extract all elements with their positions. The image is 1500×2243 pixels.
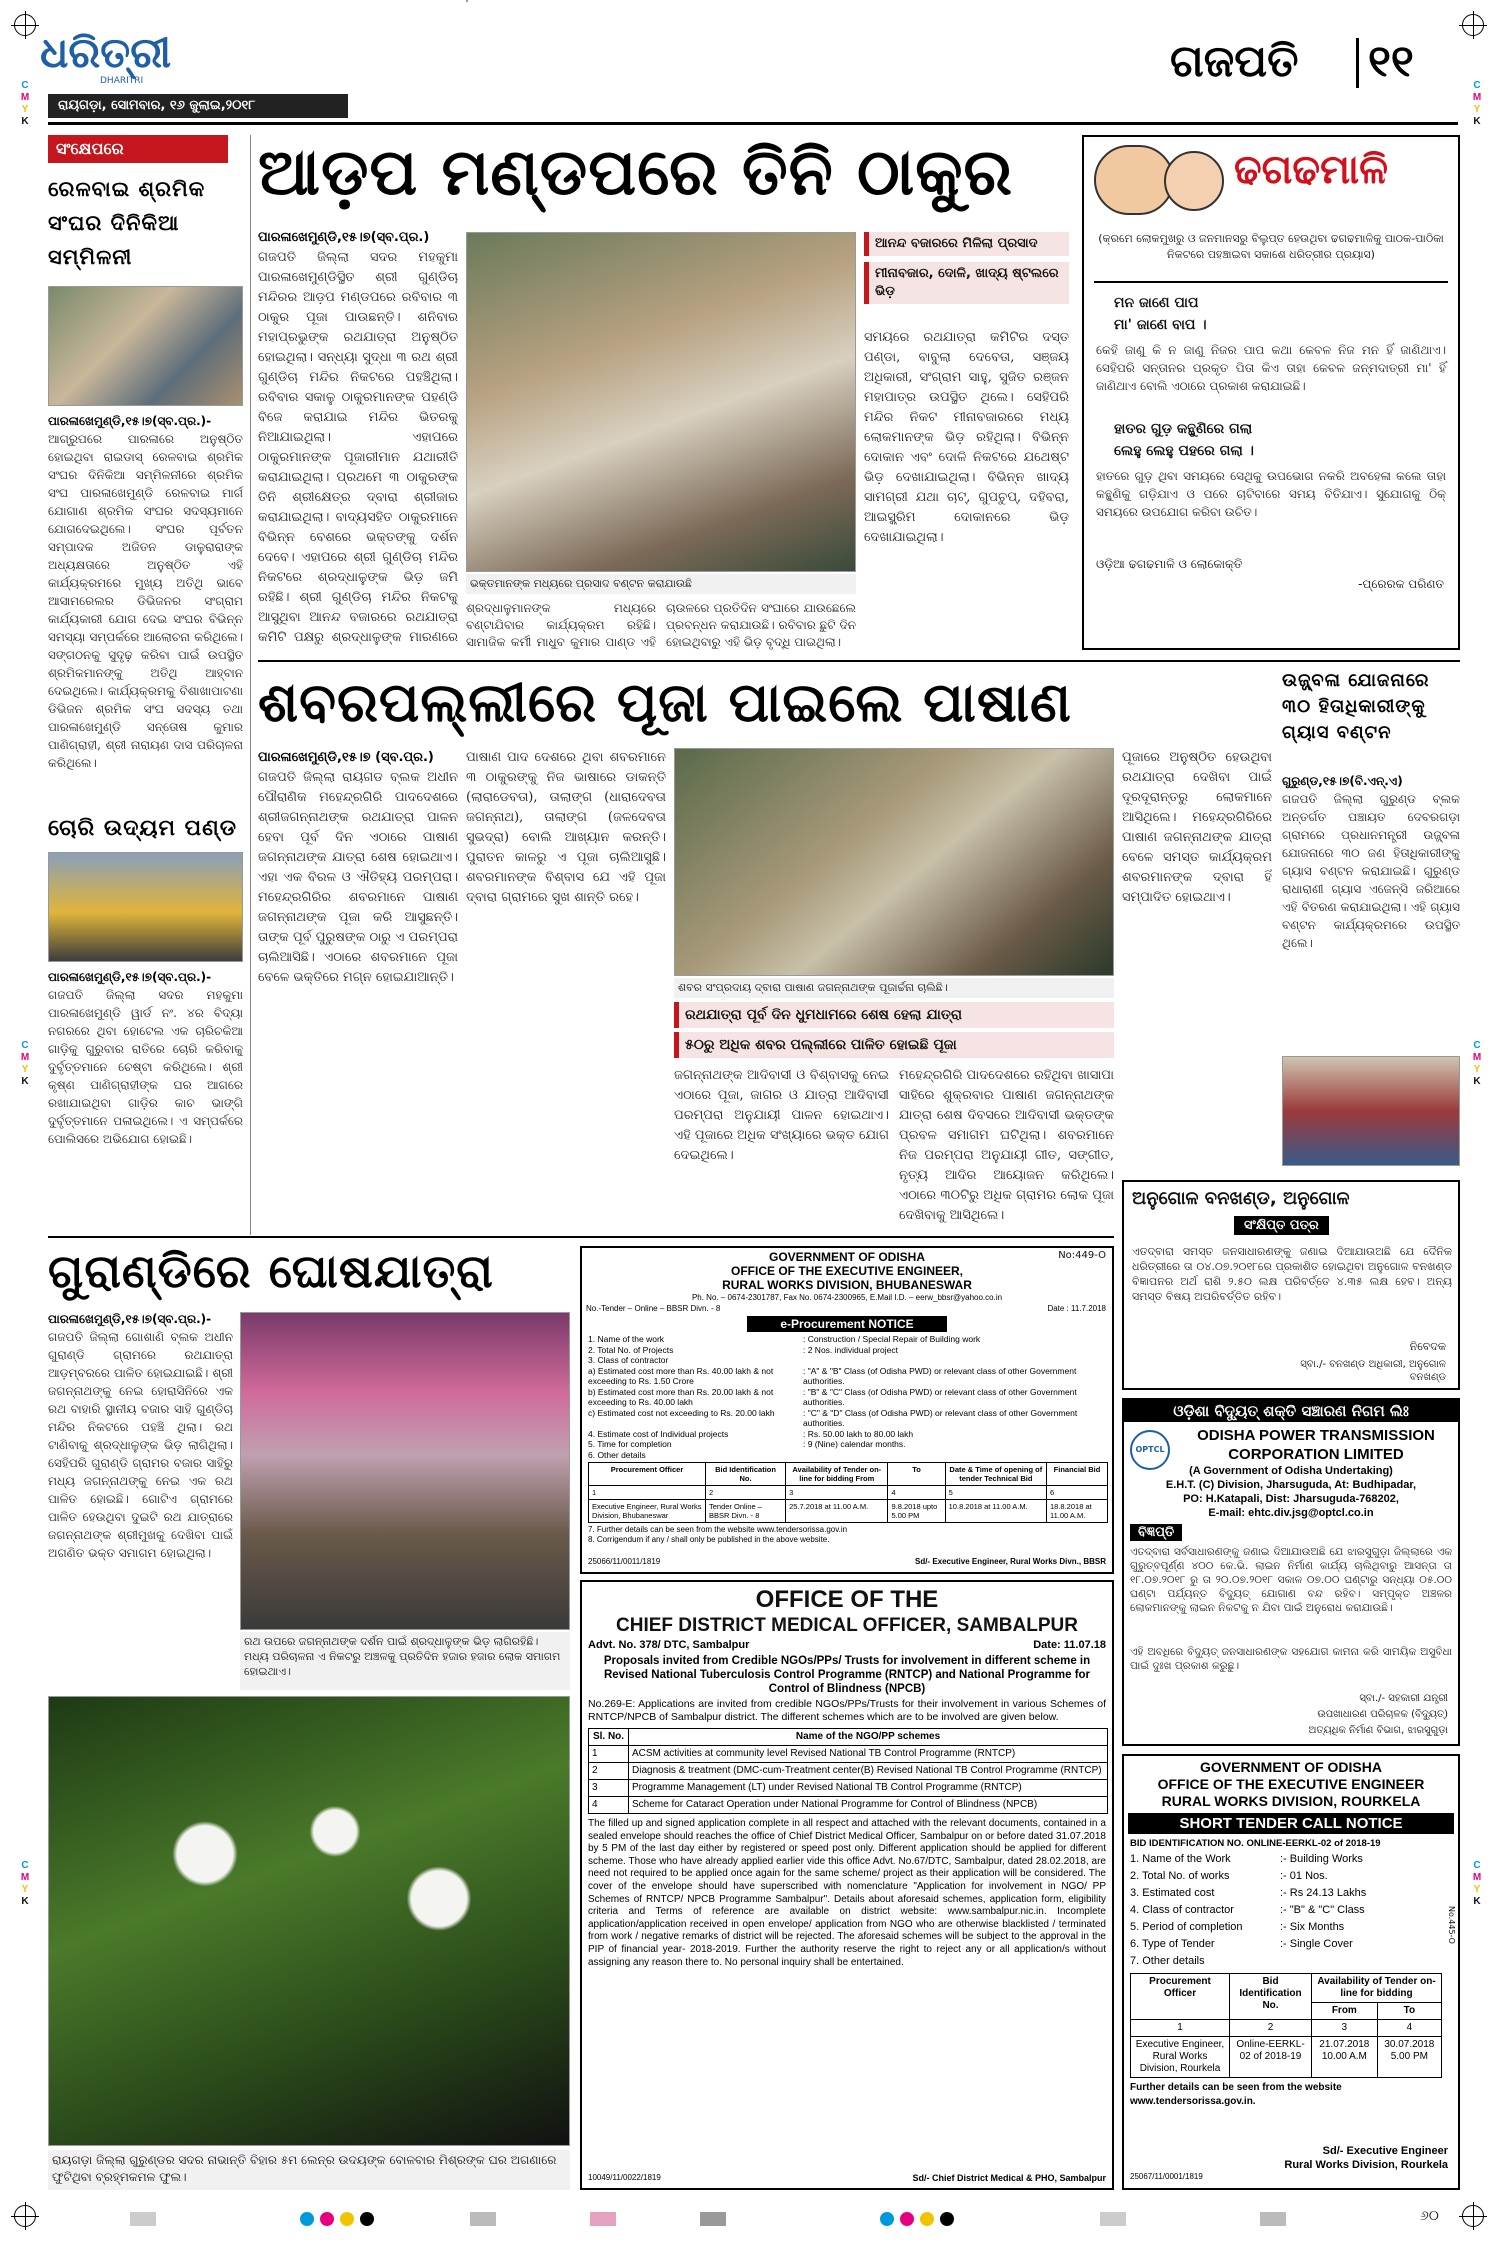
color-swatch: [900, 2212, 914, 2226]
registration-mark: [14, 2205, 36, 2227]
tender-rkl-foot-ref: 25067/11/0001/1819: [1130, 2172, 1203, 2181]
tender-bbsr-row-key: c) Estimated cost not exceeding to Rs. 20.00 lakh: [588, 1407, 775, 1418]
optcl-h6: E-mail: ehtc.div.jsg@optcl.co.in: [1208, 1507, 1374, 1519]
lead-byline: ପାରଳାଖେମୁଣ୍ଡି,୧୫।୭(ସ୍ବ.ପ୍ର.): [258, 230, 430, 245]
dateline: ରାୟଗଡ଼ା, ସୋମବାର, ୧୬ ଜୁଲାଇ,୨୦୧୮: [48, 94, 348, 118]
tender-bbsr-cell: To: [888, 1463, 945, 1486]
tender-rkl-row-value: :- Rs 24.13 Lakhs: [1280, 1887, 1367, 1899]
tender-rkl-further: Further details can be seen from the website www.tendersorissa.gov.in.: [1130, 2082, 1342, 2107]
optcl-h2: CORPORATION LIMITED: [1228, 1446, 1404, 1463]
tender-rkl-row-key: 5. Period of completion: [1130, 1921, 1243, 1933]
story2-point-2: ୫୦ରୁ ଅଧିକ ଶବର ପଲ୍ଲୀରେ ପାଳିତ ହୋଇଛି ପୂଜା: [674, 1032, 1114, 1058]
tender-rkl-row-key: 4. Class of contractor: [1130, 1904, 1234, 1916]
brief-story1-body: [48, 412, 243, 807]
lead-headline: ଆଡ଼ପ ମଣ୍ଡପରେ ତିନି ଠାକୁର: [258, 136, 1014, 210]
color-swatch: [880, 2212, 894, 2226]
cdmo-h2: CHIEF DISTRICT MEDICAL OFFICER, SAMBALPUR: [616, 1615, 1078, 1636]
tender-rkl-th-to: To: [1377, 2003, 1441, 2020]
tender-rkl-h3: RURAL WORKS DIVISION, ROURKELA: [1161, 1793, 1421, 1809]
section-header: [1170, 30, 1460, 100]
story2-col5: ଜଗନ୍ନାଥଙ୍କ ଆଦିବାସୀ ଓ ବିଶ୍ବାସକୁ ନେଇ ଏଠାରେ ପୂଜା, ଜାଗର ଓ ଯାତ୍ରା ଆଦିବାସୀ ପରମ୍ପରା ଅନୁଯାୟୀ ପାଳନ ହୋଇଥାଏ। ଏହି ପୂଜାରେ ଅଧିକ ସଂଖ୍ୟାରେ ଭକ୍ତ ଯୋଗ ଦେଇଥିଲେ।: [674, 1068, 889, 1163]
tender-bbsr-row-value: : Construction / Special Repair of Building work: [803, 1334, 981, 1344]
tender-rkl-bid-id: BID IDENTIFICATION NO. ONLINE-EERKL-02 of 2018-19: [1130, 1838, 1381, 1849]
tender-bbsr-row-value: : "C" & "D" Class (of Odisha PWD) or relevant class of other Government authorities.: [803, 1407, 1078, 1428]
tender-bbsr-cell: Procurement Officer: [589, 1463, 706, 1486]
optcl-text2: ଏହି ଅବଧିରେ ବିଦ୍ୟୁତ୍ ଜନସାଧାରଣଙ୍କ ସହଯୋଗ କାମନା କରି ସାମୟିକ ଅସୁବିଧା ପାଇଁ ଦୁଃଖ ପ୍ରକାଶ କରୁଛୁ।: [1130, 1646, 1452, 1672]
cdmo-advt: Advt. No. 378/ DTC, Sambalpur: [588, 1639, 750, 1651]
lead-point-2: ମୀନାବଜାର, ଦୋଳି, ଖାଦ୍ୟ ଷ୍ଟଲରେ ଭିଡ଼: [864, 262, 1069, 304]
optcl-h3: (A Government of Odisha Undertaking): [1189, 1465, 1393, 1477]
tender-bbsr-row-key: 3. Class of contractor: [588, 1355, 669, 1365]
tender-bbsr-notice: e-Procurement NOTICE: [747, 1316, 947, 1332]
registration-mark: [14, 14, 36, 36]
lead-col4b: ଚାଉଳରେ ପ୍ରତିଦିନ ସଂଘାରେ ଯାଉଛେଲେ ପ୍ରବନ୍ଧନ କରାଯାଉଛି। ରବିବାର ଛୁଟି ଦିନ ହୋଇଥିବାରୁ ଏହି ଭିଡ଼ ବୃଦ୍ଧି ପାଇଥିଲା।: [666, 601, 856, 649]
tender-bbsr-row-value: : 9 (Nine) calendar months.: [803, 1439, 906, 1449]
tender-bbsr-ref: No:449-O: [1058, 1250, 1106, 1261]
tender-bbsr-row-value: [803, 1355, 1106, 1366]
tender-bbsr-row: [588, 1408, 1106, 1429]
brief-label-box: [48, 135, 228, 165]
tender-rkl-row: [1130, 1953, 1452, 1970]
lead-photo-caption: ଭକ୍ତମାନଙ୍କ ମଧ୍ୟରେ ପ୍ରସାଦ ବଣ୍ଟନ କରାଯାଉଛି: [466, 574, 856, 594]
tender-bbsr-row-key: 5. Time for completion: [588, 1439, 672, 1449]
optcl-sig1: ସ୍ବା./- ସହକାରୀ ଯନ୍ତ୍ରୀ: [1359, 1693, 1448, 1704]
color-swatch: [360, 2212, 374, 2226]
lead-col1-text: ଗଜପତି ଜିଲ୍ଲା ସଦର ମହକୁମା ପାରଳାଖେମୁଣ୍ଡିସ୍ଥିତ ଶ୍ରୀ ଗୁଣ୍ଡିଚା ମନ୍ଦିରର ଆଡ଼ପ ମଣ୍ଡପରେ ରବିବାର ୩ ଠାକୁର ପୂଜା ପାଉଛନ୍ତି। ଶନିବାର ମହାପ୍ରଭୁଙ୍କ ରଥଯାତ୍ରା ଅନୁଷ୍ଠିତ ହୋଇଥିଲା। ସନ୍ଧ୍ୟା ସୁଦ୍ଧା ୩ ରଥ ଶ୍ରୀ ଗୁଣ୍ଡିଚା ମନ୍ଦିର ନିକଟରେ ପହଞ୍ଚିଥିଲା। ରବିବାର ସକାଳୁ ଠାକୁରମାନଙ୍କ ପହଣ୍ଡି ବିଜେ କରାଯାଇ ମନ୍ଦିର ଭିତରକୁ ନିଆଯାଇଥିଲା। ଏହାପରେ ଠାକୁରମାନଙ୍କ ପୂଜାରୀମାନ ଯଥାରୀତି କରାଯାଇଥିଲା। ପ୍ରଥମେ ୩ ଠାକୁରଙ୍କ ତିନି ଶ୍ରୀକ୍ଷେତ୍ର ଦ୍ବାରା ଶ୍ରୀଜାର କରାଯାଇଥିଲା। ବାଦ୍ୟସହିତ ଠାକୁରମାନେ ବିଭିନ୍ନ ବେଶରେ ଭକ୍ତଙ୍କୁ ଦର୍ଶନ ଦେବେ।: [258, 250, 458, 565]
tender-bbsr-h1: GOVERNMENT OF ODISHA: [768, 1250, 925, 1264]
tender-rkl-num: 1: [1131, 2020, 1230, 2037]
color-swatch: [940, 2212, 954, 2226]
tender-bbsr-row-key: 6. Other details: [588, 1449, 646, 1460]
color-swatch: [920, 2212, 934, 2226]
ujjwala-headline: ଉଜ୍ଜ୍ବଳା ଯୋଜନାରେ ୩୦ ହିତାଧିକାରୀଙ୍କୁ ଗ୍ୟାସ ବଣ୍ଟନ: [1282, 670, 1430, 743]
brief-story2-body: [48, 968, 243, 1228]
logo-subtext: DHARITRI: [100, 76, 144, 86]
tender-bbsr-cell: Financial Bid: [1047, 1463, 1108, 1486]
story2-col3: ପାଷାଣ ପାଦ ଦେଶରେ ଥିବା ଶବରମାନେ ୩ ଠାକୁରଙ୍କୁ ନିଜ ଭାଷାରେ ଡାକନ୍ତି (ଲାରାଡେବତା), ତାଲାଙ୍ଗ (ଧାରାଦେବତା ଜଗନ୍ନାଥ), ତାଲାଙ୍ଗ (ଜଳଦେବତା ସୁଭଦ୍ରା) ବୋଲି ଆଖ୍ୟାନ କରନ୍ତି। ପୁରାତନ କାଳରୁ ଏ ପୂଜା ଚାଲିଆସୁଛି। ଶବରମାନଙ୍କ ବିଶ୍ବାସ ଯେ ଏହି ପୂଜା ଦ୍ବାରା ଗ୍ରାମରେ ସୁଖ ଶାନ୍ତି ରହେ।: [466, 750, 666, 905]
satire-saying3: ହାତର ଗୁଡ଼ କନ୍ଥୁଣିରେ ଗଲା: [1114, 421, 1253, 437]
ujjwala-text: ଗଜପତି ଜିଲ୍ଲା ଗୁରୁଣ୍ଡ ବ୍ଲକ ଅନ୍ତର୍ଗତ ପଞ୍ଚାୟତ ଦେବରଗଡ଼ା ଗ୍ରାମରେ ପ୍ରଧାନମନ୍ତ୍ରୀ ଉଜ୍ଜ୍ବଳା ଯୋଜନାରେ ୩୦ ଜଣ ହିତାଧିକାରୀଙ୍କୁ ଗ୍ୟାସ ବଣ୍ଟନ କରାଯାଇଛି। ଗୁରୁଣ୍ଡ ରାଧାରାଣୀ ଗ୍ୟାସ ଏଜେନ୍ସି ଜରିଆରେ ଏହି ବିତରଣ କରାଯାଇଥିଲା। ଏହି ଗ୍ୟାସ ବଣ୍ଟନ କାର୍ଯ୍ୟକ୍ରମରେ ଉପସ୍ଥିତ ଥିଲେ।: [1282, 792, 1460, 950]
tender-rkl-cell: 30.07.2018 5.00 PM: [1377, 2037, 1441, 2078]
tender-bbsr-cell: 9.8.2018 upto 5.00 PM: [888, 1500, 945, 1523]
cdmo-scheme-row: [589, 1763, 1108, 1780]
tender-rkl-row-value: :- "B" & "C" Class: [1280, 1904, 1365, 1916]
cartoon-face-icon: [1164, 151, 1224, 211]
section-title: ଗଜପତି: [1170, 36, 1299, 87]
lead-point-1: ଆନନ୍ଦ ବଜାରରେ ମିଳିଲା ପ୍ରସାଦ: [864, 232, 1069, 256]
tender-bbsr-table-nums: [589, 1486, 1108, 1500]
cdmo-scheme-row: [589, 1797, 1108, 1814]
brief-story2-headline: ଚୋରି ଉଦ୍ୟମ ପଣ୍ଡ: [48, 816, 238, 841]
lead-photo: [466, 232, 856, 572]
tender-rkl-row: [1130, 1902, 1452, 1919]
cdmo-scheme-row: [589, 1780, 1108, 1797]
lead-col3: ସମୟରେ ରଥଯାତ୍ରା କମିଟିର ଦସ୍ତ ପଣ୍ଡା, ବାବୁଲା ଦେବେତା, ସଞ୍ଜୟ ଅଧିକାରୀ, ସଂଗ୍ରାମ ସାହୁ, ସୁଜିତ ରଞ୍ଜନ ମହାପାତ୍ର ଉପସ୍ଥିତ ଥିଲେ। ସେହିପରି ମନ୍ଦିର ନିକଟ ମୀନାବଜାରରେ ମଧ୍ୟ ଲୋକମାନଙ୍କ ଭିଡ଼ ରହିଥିଲା। ବିଭିନ୍ନ ଦୋକାନ ଏବଂ ଦୋଳି ନିକଟରେ ଯଥେଷ୍ଟ ଭିଡ଼ ଦେଖାଯାଇଥିଲା। ବିଭିନ୍ନ ଖାଦ୍ୟ ସାମଗ୍ରୀ ଯଥା ଚାଟ୍, ଗୁପଚୁପ୍, ଦହିବରା, ଆଇସ୍କ୍ରିମ ଦୋକାନରେ ଭିଡ଼ ଦେଖାଯାଇଥିଲା।: [864, 330, 1069, 545]
forest-notice-text: ଏତଦ୍ବାରା ସମସ୍ତ ଜନସାଧାରଣଙ୍କୁ ଜଣାଇ ଦିଆଯାଉଅଛି ଯେ ଦୈନିକ ଧରିତ୍ରୀରେ ତା ୦୪.୦୭.୨୦୧୮ରେ ପ୍ରକାଶିତ ହୋଇଥିବା ଅନୁଗୋଳ ବନଖଣ୍ଡ ବିଜ୍ଞାପନର ଅର୍ଥ ରାଶି ୨.୫୦ ଲକ୍ଷ ପରିବର୍ତ୍ତେ ୪.୩୫ ଲକ୍ଷ ହେବ। ଅନ୍ୟ ସମସ୍ତ ବିଷୟ ଅପରିବର୍ତ୍ତିତ ରହିବ।: [1132, 1245, 1452, 1303]
tender-bbsr-table-row: [589, 1500, 1108, 1523]
satire-sender: -ପ୍ରେରକ ପରିଣତ: [1358, 577, 1444, 591]
cdmo-title: Proposals invited from Credible NGOs/PPs/ Trusts for involvement in different scheme in Revised National Tuberculosis Control Programme (RNTCP) and National Programme for Control of Blindness (NPCB): [603, 1655, 1091, 1695]
color-swatch: [340, 2212, 354, 2226]
optcl-notice: [1122, 1398, 1460, 1746]
ujjwala-photo: [1282, 1056, 1460, 1166]
tender-rkl-row-value: :- Building Works: [1280, 1853, 1363, 1865]
ujjwala-body: [1282, 772, 1460, 1052]
tender-bbsr-row-value: : 2 Nos. individual project: [803, 1344, 898, 1355]
satire-box: [1082, 135, 1460, 650]
cdmo-date: Date: 11.07.18: [1033, 1639, 1106, 1651]
brief-story1-headline: ରେଳବାଇ ଶ୍ରମିକ ସଂଘର ଦିନିକିଆ ସମ୍ମିଳନୀ: [48, 177, 206, 269]
spacer: [466, 0, 468, 2]
story2-points: [674, 1002, 1114, 1062]
tender-bbsr-row: [588, 1439, 1106, 1450]
story2-photo: [674, 748, 1114, 976]
logo-text: ଧରିତ୍ରୀ: [40, 30, 172, 77]
forest-notice: [1122, 1180, 1460, 1390]
cdmo-foot-ref: 10049/11/0022/1819: [588, 2173, 661, 2182]
tender-bbsr-contact: Ph. No. – 0674-2301787, Fax No. 0674-2300965, E.Mail I.D. – eerw_bbsr@yahoo.co.in: [691, 1293, 1003, 1302]
tender-bbsr-sign: Sd/- Executive Engineer, Rural Works Divn., BBSR: [914, 1557, 1106, 1566]
tender-bbsr-row-key: a) Estimated cost more than Rs. 40.00 lakh & not exceeding to Rs. 1.50 Crore: [588, 1365, 774, 1386]
tender-rkl-th-from: From: [1311, 2003, 1377, 2020]
tender-bbsr-row: [588, 1355, 1106, 1366]
brief-story1-photo: [48, 286, 243, 406]
cdmo-th-sl: Sl. No.: [589, 1729, 629, 1746]
tender-rkl-th-bid: Bid Identification No.: [1230, 1974, 1312, 2020]
tender-bbsr-cell: 5: [945, 1486, 1046, 1500]
cdmo-scheme-name: Programme Management (LT) under Revised National TB Control Programme (RNTCP): [629, 1780, 1108, 1797]
satire-intro: (କ୍ରମେ ଲୋକମୁଖରୁ ଓ ଜନମାନସରୁ ବିଲୁପ୍ତ ହେଉଥିବା ଢଗଢମାଳିକୁ ପାଠକ-ପାଠିକା ନିକଟରେ ପହଞ୍ଚାଇବା ସକାଶେ ଧରିତ୍ରୀର ପ୍ରୟାସ): [1098, 232, 1444, 261]
ujjwala-byline: ଗୁରୁଣ୍ଡ,୧୫।୭(ବି.ଏନ୍.ଏ): [1282, 774, 1403, 788]
tender-bbsr-row: [588, 1450, 1106, 1461]
optcl-sig3: ଅତ୍ୟଧିକ ନିର୍ମାଣ ବିଭାଗ, ଝାରସୁଗୁଡ଼ା: [1308, 1725, 1448, 1736]
forest-notice-sig-name: ସ୍ବା./- ବନଖଣ୍ଡ ଅଧିକାରୀ, ଅନୁଗୋଳ ବନଖଣ୍ଡ: [1300, 1359, 1446, 1383]
story2-col1: [258, 748, 458, 1228]
cdmo-scheme-name: ACSM activities at community level Revised National TB Control Programme (RNTCP): [629, 1746, 1108, 1763]
brief-story2-text: ଗଜପତି ଜିଲ୍ଲା ସଦର ମହକୁମା ପାରଳାଖେମୁଣ୍ଡି ୱାର୍ଡ ନଂ. ୪ର ବିଦ୍ୟା ନଗରରେ ଥିବା ହୋଟେଲ ଏକ ଚାରିଚକିଆ ଗାଡ଼ିକୁ ଗୁରୁବାର ରାତିରେ ଚୋରି କରିବାକୁ ଦୁର୍ବୃତ୍ତମାନେ ଚେଷ୍ଟା କରିଥିଲେ। ଶ୍ରୀ କୃଷ୍ଣ ପାଣିଗ୍ରାହୀଙ୍କ ଘର ଆଗରେ ରଖାଯାଇଥିବା ଗାଡ଼ିର କାଚ ଭାଙ୍ଗି ଦୁର୍ବୃତ୍ତମାନେ ପଳାଇଥିଲେ। ଏ ସମ୍ପର୍କରେ ପୋଲିସରେ ଅଭିଯୋଗ ହୋଇଛି।: [48, 988, 243, 1146]
story2-col2: ମହେନ୍ଦ୍ରଗିରି ପାଦଦେଶରେ ରହିଥିବା ଖାସାପା ସାହିରେ ଶୁକ୍ରବାର ପାଷାଣ ଜଗନ୍ନାଥଙ୍କ ଯାତ୍ରା ଶେଷ ଦିବସରେ ଆଦିବାସୀ ଭକ୍ତଙ୍କ ପ୍ରବଳ ସମାଗମ ଘଟିଥିଲା। ଶବରମାନେ ନିଜ ପରମ୍ପରା ଅନୁଯାୟୀ ଗୀତ, ସଙ୍ଗୀତ, ନୃତ୍ୟ ଆଦିର ଆୟୋଜନ କରିଥିଲେ। ଏଠାରେ ୩୦ଟିରୁ ଅଧିକ ଗ୍ରାମର ଲୋକ ପୂଜା ଦେଖିବାକୁ ଆସିଥିଲେ।: [899, 1068, 1114, 1223]
cmk-strip: C M Y K: [1472, 1040, 1482, 1087]
tender-rkl-num: 3: [1311, 2020, 1377, 2037]
optcl-h1: ODISHA POWER TRANSMISSION: [1197, 1427, 1435, 1444]
tender-bbsr-row-key: b) Estimated cost more than Rs. 20.00 lakh & not exceeding to Rs. 40.00 lakh: [588, 1386, 774, 1407]
lead-side-points: [864, 232, 1069, 322]
forest-notice-title: ଅନୁଗୋଳ ବନଖଣ୍ଡ, ଅନୁଗୋଳ: [1132, 1188, 1350, 1209]
tender-bbsr-cell: 25.7.2018 at 11.00 A.M.: [786, 1500, 888, 1523]
tender-rkl-table: [1130, 1973, 1442, 2078]
cdmo-scheme-row: [589, 1746, 1108, 1763]
tender-rkl-h1: GOVERNMENT OF ODISHA: [1199, 1759, 1382, 1775]
tender-rkl-row: [1130, 1919, 1452, 1936]
tender-bbsr-row-value: : Rs. 50.00 lakh to 80.00 lakh: [803, 1428, 914, 1439]
lead-col3b: ଶ୍ରଦ୍ଧାଳୁମାନଙ୍କ ମଧ୍ୟରେ ବଣ୍ଟାଯିବାର କାର୍ଯ୍ୟକ୍ରମ ରହିଛି। ସାମାଜିକ କର୍ମୀ ମାଧୁବ କୁମାର ପାଣ୍ଡ ଏହି: [466, 601, 656, 649]
cdmo-h1: OFFICE OF THE: [755, 1586, 939, 1613]
color-bar: [1260, 2212, 1286, 2226]
tender-bbsr-note2: 8. Corrigendum if any / shall only be published in the above website.: [588, 1535, 830, 1544]
optcl-odia-title: ଓଡ଼ିଶା ବିଦ୍ୟୁତ୍ ଶକ୍ତି ସଞ୍ଚାରଣ ନିଗମ ଲିଃ: [1124, 1400, 1458, 1422]
brief-label: ସଂକ୍ଷେପରେ: [48, 135, 228, 163]
tender-rkl-cell: Executive Engineer, Rural Works Division, Rourkela: [1131, 2037, 1230, 2078]
cdmo-th-name: Name of the NGO/PP schemes: [629, 1729, 1108, 1746]
tender-bbsr-h3: RURAL WORKS DIVISION, BHUBANESWAR: [722, 1278, 972, 1292]
color-bar: [130, 2212, 156, 2226]
cmk-strip: C M Y K: [20, 1860, 30, 1907]
tender-rkl-row-key: 7. Other details: [1130, 1955, 1205, 1967]
tender-bbsr-cell: 4: [888, 1486, 945, 1500]
page-number: ୧୧: [1368, 36, 1414, 87]
tender-bbsr-note1: 7. Further details can be seen from the website www.tendersorissa.gov.in: [588, 1525, 848, 1534]
tender-rkl-cell: Online-EERKL- 02 of 2018-19: [1230, 2037, 1312, 2078]
brief-story1-text: ଆଗ୍ରୁପରେ ପାରଳାରେ ଅନୁଷ୍ଠିତ ହୋଇଥିବା ରାଇଡାସ୍ ରେଳବାଇ ଶ୍ରମିକ ସଂଘର ଦିନିକିଆ ସମ୍ମିଳନୀରେ ଶ୍ରମିକ ସଂଘ ପାରଳାଖେମୁଣ୍ଡି ରେଳବାଇ ମାର୍ଗ ଯୋଗାଣ ଶ୍ରମିକ ସଂଘର ସଦସ୍ୟମାନେ ଯୋଗଦେଇଥିଲେ। ସଂଘର ପୂର୍ବତନ ସମ୍ପାଦକ ଅଜିତନ ଡାଳୁରାରାଙ୍କ ଅଧ୍ୟକ୍ଷତାରେ ଅନୁଷ୍ଠିତ ଏହି କାର୍ଯ୍ୟକ୍ରମରେ ମୁଖ୍ୟ ଅତିଥି ଭାବେ ଆସାମରେଲର ଡିଭିଜନର ସଂଗ୍ରାମ କାର୍ଯ୍ୟକାରୀ ଯୋଗ ଦେଇ ସଂଘର ବିଭିନ୍ନ ସମସ୍ୟା ସମ୍ପର୍କରେ ଆଲୋଚନା କରିଥିଲେ। ସଙ୍ଗଠନକୁ ସୁଦୃଢ଼ କରିବା ପାଇଁ ଉପସ୍ଥିତ ଶ୍ରମିକମାନଙ୍କୁ ଅତିଥି ଆହ୍ବାନ ଦେଇଥିଲେ। କାର୍ଯ୍ୟକ୍ରମକୁ ବିଶାଖାପାଟଣା ଡିଭିଜନ ଶ୍ରମିକ ସଂଘ ସଦସ୍ୟ ତଥା ପାରଳାଖେମୁଣ୍ଡି ସନ୍ତୋଷ କୁମାର ପାଣିଗ୍ରାହୀ, ଶ୍ରୀ ନାରାୟଣ ଦାସ ପରିଚାଳନା କରିଥିଲେ।: [48, 432, 243, 770]
tender-bbsr-cell: Date & Time of opening of tender Technical Bid: [945, 1463, 1046, 1486]
tender-rkl-row-key: 2. Total No. of works: [1130, 1870, 1230, 1882]
tender-rkl-side-ref: No.445-O: [1447, 1906, 1456, 1944]
cdmo-scheme-name: Diagnosis & treatment (DMC-cum-Treatment center(B) Revised National TB Control Programme (RNTCP): [629, 1763, 1108, 1780]
registration-mark: [1462, 14, 1484, 36]
cdmo-sign: Sd/- Chief District Medical & PHO, Sambalpur: [912, 2173, 1106, 2183]
optcl-h5: PO: H.Katapali, Dist: Jharsuguda-768202,: [1183, 1493, 1399, 1505]
tender-rkl-row-key: 1. Name of the Work: [1130, 1853, 1231, 1865]
tender-rkl-th-avail: Availability of Tender on-line for bidding: [1311, 1974, 1441, 2003]
tender-bbsr-row: [588, 1429, 1106, 1440]
registration-mark: [1462, 2205, 1484, 2227]
tender-rkl-notice: SHORT TENDER CALL NOTICE: [1128, 1813, 1454, 1834]
tender-bbsr-foot-ref: 25066/11/0011/1819: [588, 1557, 661, 1566]
forest-notice-subtitle: ସଂକ୍ଷିପ୍ତ ପତ୍ର: [1234, 1216, 1329, 1235]
brief-story1-byline: ପାରଳାଖେମୁଣ୍ଡି,୧୫।୭(ସ୍ବ.ପ୍ର.)-: [48, 414, 212, 428]
cdmo-table-body: [589, 1746, 1108, 1814]
ghosha-text: ଗଜପତି ଜିଲ୍ଲା ଗୋଶାଣି ବ୍ଲକ ଅଧୀନ ଗୁରାଣ୍ଡି ଗ୍ରାମରେ ରଥଯାତ୍ରା ଆଡ଼ମ୍ବରରେ ପାଳିତ ହୋଇଯାଇଛି। ଶ୍ରୀ ଜଗନ୍ନାଥଙ୍କୁ ନେଇ ହୋରାସିନିରେ ଏକ ରଥ ବାହାରି ସ୍ଥାନୀୟ ବଜାର ସାହି ଗୁଣ୍ଡିଚା ମନ୍ଦିର ନିକଟରେ ପହଞ୍ଚି ଥିଲା। ରଥ ଟାଣିବାକୁ ଶ୍ରଦ୍ଧାଳୁଙ୍କ ଭିଡ଼ ଲାଗିଥିଲା। ସେହିପରି ଗୁରାଣ୍ଡି ଗ୍ରାମର ବଜାର ସାହିରୁ ମଧ୍ୟ ଜଗନ୍ନାଥଙ୍କୁ ନେଇ ଏକ ରଥ ପାଳିତ ହୋଇଛି। ଗୋଟିଏ ଗ୍ରାମରେ ପାଳିତ ହେଉଥିବା ଦୁଇଟି ରଥ ଯାତ୍ରାରେ ଜଗନ୍ନାଥଙ୍କ ଶ୍ରୀମୁଖକୁ ଦେଖିବା ପାଇଁ ଅଗଣିତ ଭକ୍ତ ସମାଗମ ହୋଇଥିଲା।: [48, 1330, 233, 1560]
tender-bbsr-row-key: 4. Estimate cost of Individual projects: [588, 1428, 729, 1439]
cmk-strip: C M Y K: [1472, 80, 1482, 127]
tender-rkl-h2: OFFICE OF THE EXECUTIVE ENGINEER: [1157, 1776, 1425, 1792]
tender-bbsr-cell: 18.8.2018 at 11.00 A.M.: [1047, 1500, 1108, 1523]
satire-saying1: ମନ ଜାଣେ ପାପ: [1114, 295, 1199, 311]
tender-rkl-row: [1130, 1851, 1452, 1868]
satire-text2: ହାତରେ ଗୁଡ଼ ଥିବା ସମୟରେ ସେଥିକୁ ଉପଭୋଗ ନକରି ଅବହେଳା କଲେ ତାହା କନ୍ଥୁଣିକୁ ଗଡ଼ିଯାଏ ଓ ପରେ ଚାଟିବାରେ ସମୟ ବିତିଯାଏ। ସୁଯୋଗକୁ ଠିକ୍ ସମୟରେ ଉପଯୋଗ କରିବା ଉଚିତ।: [1096, 469, 1446, 519]
satire-saying4: ଲେହୁ ଲେହୁ ପହରେ ଗଲା ।: [1114, 443, 1254, 459]
color-bar: [470, 2212, 496, 2226]
story2-col1-text: ଗଜପତି ଜିଲ୍ଲା ରାୟଗଡ ବ୍ଲକ ଅଧୀନ ପୌରାଣିକ ମହେନ୍ଦ୍ରଗିରି ପାଦଦେଶରେ ଶ୍ରୀଜଗନ୍ନାଥଙ୍କ ରଥଯାତ୍ରା ପାଳନ ହେବା ପୂର୍ବ ଦିନ ଏଠାରେ ପାଷାଣ ଜଗନ୍ନାଥଙ୍କ ଯାତ୍ରା ଶେଷ ହୋଇଥାଏ। ଏହା ଏକ ବିରଳ ଓ ଐତିହ୍ୟ ପରମ୍ପରା। ମହେନ୍ଦ୍ରଗିରିର ଶବରମାନେ ପାଷାଣ ଜଗନ୍ନାଥଙ୍କ ପୂଜା କରି ଆସୁଛନ୍ତି। ତାଙ୍କ ପୂର୍ବ ପୁରୁଷଙ୍କ ଠାରୁ ଏ ପରମ୍ପରା ଚାଲିଆସିଛି। ଏଠାରେ ଶବରମାନେ ପୂଜା ବେଳେ ଭକ୍ତିରେ ମଗ୍ନ ହୋଇଯାଆନ୍ତି।: [258, 770, 458, 985]
tender-bbsr-table-head: [589, 1463, 1108, 1486]
forest-notice-sig-label: ନିବେଦକ: [1409, 1340, 1446, 1353]
tender-rkl-rows: [1124, 1851, 1458, 1970]
color-bar: [1100, 2212, 1126, 2226]
section-divider: [1356, 38, 1359, 88]
tender-bbsr-cell: Executive Engineer, Rural Works Division, Bhubaneswar: [589, 1500, 706, 1523]
tender-rkl-sign2: Rural Works Division, Rourkela: [1284, 2159, 1448, 2171]
cdmo-scheme-sl: 3: [589, 1780, 629, 1797]
cdmo-body: The filled up and signed application complete in all respect and attached with the relevant documents, contained in a sealed envelope should reaches the office of Chief District Medical Officer, Sambalpur on or before dated 31.07.2018 by 5 PM of the last day either by registered or speed post only. Different application should be applied for different scheme. Those who have already applied earlier vide this office Advt. No.67/DTC, Sambalpur, dated 28.02.2018, are need not required to be applied once again for the same scheme/ project as their application will be considered. The cover of the envelope should have superscribed with nomenclature "Application for involvement in NGO/ PP Schemes of RNTCP/ NPCB Programme Sambalpur". Details about aforesaid schemes, application form, eligibility criteria and Terms of reference are available on district website: www.sambalpur.nic.in. Incomplete application/application received in open envelope/ application from NGO who are otherwise blacklisted / terminated from work / negative remarks of district will be rejected. The aforesaid schemes will be subject to the approval in the PIP of financial year- 2018-2019. Further the authority reserve the right to reject any or all application/s without assigning any reason there to. No personal inquiry shall be entertained.: [588, 1818, 1106, 1968]
tender-bbsr-row-key: 1. Name of the work: [588, 1334, 665, 1344]
flower-photo-caption: ରାୟଗଡ଼ା ଜିଲ୍ଲା ଗୁରୁଣ୍ଡର ସଦର ନାଭାନ୍ତି ବିହାର ୫ମ ଲେନ୍‌ର ଉଦୟଙ୍କ ବୋଳବାର ମିଶ୍ରଙ୍କ ଘର ଅଗଣାରେ ଫୁଟିଥିବା ବ୍ରହ୍ମକମଳ ଫୁଲ।: [48, 2150, 570, 2190]
color-bar: [590, 2212, 616, 2226]
tender-bbsr-row: [588, 1334, 1106, 1345]
tender-bbsr-row: [588, 1345, 1106, 1356]
footer-page-mark: ୬୦: [1420, 2208, 1439, 2224]
ghosha-photo-caption: ରଥ ଉପରେ ଜଗନ୍ନାଥଙ୍କ ଦର୍ଶନ ପାଇଁ ଶ୍ରଦ୍ଧାଳୁଙ୍କ ଭିଡ଼ ଲାଗିରହିଛି। ମଧ୍ୟ ପରିଚାଳନା ଏ ନିକଟରୁ ଅଞ୍ଚଳକୁ ପ୍ରତିଦିନ ହଜାର ହଜାର ଲୋକ ସମାଗମ ହୋଇଥାଏ।: [240, 1632, 570, 1690]
tender-bbsr-cell: 6: [1047, 1486, 1108, 1500]
tender-rkl-row: [1130, 1936, 1452, 1953]
tender-rkl-th-officer: Procurement Officer: [1131, 1974, 1230, 2020]
tender-bbsr-row: [588, 1387, 1106, 1408]
cdmo-notice: [580, 1580, 1114, 2190]
ghosha-headline: ଗୁରାଣ୍ଡିରେ ଘୋଷଯାତ୍ରା: [48, 1244, 494, 1298]
tender-bbsr-no: No.-Tender – Online – BBSR Divn. - 8: [586, 1304, 721, 1313]
tender-bbsr-table: [588, 1462, 1108, 1523]
tender-bbsr-h2: OFFICE OF THE EXECUTIVE ENGINEER,: [730, 1264, 964, 1278]
optcl-sig2: ଉପଖାଧାରଣ ପରିଚାଳକ (ବିଦ୍ୟୁତ୍): [1317, 1709, 1448, 1720]
lead-col2-text: ଏହାପରେ ଶ୍ରୀ ଗୁଣ୍ଡିଚା ମନ୍ଦିର ନିକଟରେ ଶ୍ରଦ୍ଧାଳୁଙ୍କ ଭିଡ଼ ଜମି ରହିଛି। ଶ୍ରୀ ଗୁଣ୍ଡିଚା ମନ୍ଦିର ନିକଟକୁ ଆସୁଥିବା ଆନନ୍ଦ ବଜାରରେ ରଥଯାତ୍ରା କମିଟି ପକ୍ଷରୁ ଶ୍ରଦ୍ଧାଳୁଙ୍କ ମାରଣରେ: [258, 550, 458, 645]
ghosha-byline: ପାରଳାଖେମୁଣ୍ଡି,୧୫।୭(ସ୍ବ.ପ୍ର.)-: [48, 1312, 212, 1326]
tender-rkl-row-value: :- Six Months: [1280, 1921, 1345, 1933]
brief-story2-photo: [48, 852, 243, 962]
story2-photo-caption: ଶବର ସଂପ୍ରଦାୟ ଦ୍ବାରା ପାଷାଣ ଜଗନ୍ନାଥଙ୍କ ପୂଜାର୍ଚ୍ଚନା ଚାଲିଛି।: [674, 978, 1114, 998]
cmk-strip: C M Y K: [20, 80, 30, 127]
tender-rkl-sign1: Sd/- Executive Engineer: [1322, 2145, 1448, 2157]
tender-bbsr-cell: 10.8.2018 at 11.00 A.M.: [945, 1500, 1046, 1523]
cdmo-scheme-sl: 4: [589, 1797, 629, 1814]
satire-title: ଢଗଢମାଳି: [1234, 147, 1388, 193]
color-swatch: [320, 2212, 334, 2226]
optcl-logo-icon: OPTCL: [1130, 1430, 1170, 1470]
tender-bbsr-row-value: : "A" & "B" Class (of Odisha PWD) or relevant class of other Government authorities.: [803, 1365, 1077, 1386]
lead-col1: [258, 228, 458, 648]
tender-rkl-row-key: 3. Estimated cost: [1130, 1887, 1215, 1899]
optcl-h4: E.H.T. (C) Division, Jharsuguda, At: Budhipadar,: [1165, 1479, 1417, 1491]
tender-bbsr-cell: Bid Identification No.: [705, 1463, 785, 1486]
tender-rkl-row-value: :- Single Cover: [1280, 1938, 1353, 1950]
cdmo-scheme-name: Scheme for Cataract Operation under National Programme for Control of Blindness (NPCB): [629, 1797, 1108, 1814]
cdmo-scheme-sl: 1: [589, 1746, 629, 1763]
tender-bbsr-row-key: 2. Total No. of Projects: [588, 1344, 674, 1355]
ghosha-body: [48, 1310, 233, 1690]
tender-bbsr-row: [588, 1366, 1106, 1387]
tender-rkl-row: [1130, 1868, 1452, 1885]
tender-bbsr-cell: 3: [786, 1486, 888, 1500]
tender-rkl-row-key: 6. Type of Tender: [1130, 1938, 1215, 1950]
tender-bbsr-date: Date : 11.7.2018: [1047, 1304, 1106, 1313]
satire-saying2: ମା' ଜାଣେ ବାପ ।: [1114, 317, 1207, 333]
cdmo-scheme-sl: 2: [589, 1763, 629, 1780]
tender-rkl: [1122, 1754, 1460, 2190]
tender-rkl-row: [1130, 1885, 1452, 1902]
satire-text1: କେହି ଜାଣୁ କି ନ ଜାଣୁ ନିଜର ପାପ କଥା କେବଳ ନିଜ ମନ ହିଁ ଜାଣିଥାଏ। ସେହିପରି ସନ୍ତାନର ପ୍ରକୃତ ପିତା କିଏ ତାହା କେବଳ ଜନ୍ମଦାତ୍ରୀ ମା' ହିଁ ଜାଣିଥାଏ ବୋଲି ଏଠାରେ ପ୍ରକାଶ କରାଯାଇଛି।: [1096, 343, 1446, 393]
tender-bbsr-cell: 2: [705, 1486, 785, 1500]
tender-rkl-cell: 21.07.2018 10.00 A.M: [1311, 2037, 1377, 2078]
tender-rkl-row-value: :- 01 Nos.: [1280, 1870, 1328, 1882]
optcl-text: ଏତଦ୍ବାରା ସର୍ବସାଧାରଣଙ୍କୁ ଜଣାଇ ଦିଆଯାଉଅଛି ଯେ ଝାରସୁଗୁଡ଼ା ଜିଲ୍ଲାରେ ଏକ ଗୁରୁତ୍ବପୂର୍ଣ୍ଣ ୪୦୦ କେ.ଭି. ଲାଇନ ନିର୍ମାଣ କାର୍ଯ୍ୟ ଚାଲିଥିବାରୁ ଆସନ୍ତା ତା ୧୮.୦୭.୨୦୧୮ ରୁ ତା ୨୦.୦୭.୨୦୧୮ ସକାଳ ୦୭.୦୦ ଘଣ୍ଟାରୁ ସନ୍ଧ୍ୟା ୦୫.୦୦ ଘଣ୍ଟା ପର୍ଯ୍ୟନ୍ତ ବିଦ୍ୟୁତ୍ ଯୋଗାଣ ବନ୍ଦ ରହିବ। ସମ୍ପୃକ୍ତ ଅଞ୍ଚଳର ଲୋକମାନଙ୍କୁ ଲାଇନ ନିକଟକୁ ନ ଯିବା ପାଇଁ ଅନୁରୋଧ କରାଯାଉଛି।: [1130, 1546, 1452, 1614]
story2-point-1: ରଥଯାତ୍ରା ପୂର୍ବ ଦିନ ଧୁମଧାମରେ ଶେଷ ହେଲା ଯାତ୍ରା: [674, 1002, 1114, 1028]
color-swatch: [300, 2212, 314, 2226]
tender-bbsr-rows: [582, 1334, 1112, 1460]
cartoon-face-icon: [1094, 145, 1174, 215]
color-bar: [700, 2212, 726, 2226]
tender-bbsr-cell: Availability of Tender on-line for bidding From: [786, 1463, 888, 1486]
cmk-strip: C M Y K: [20, 1040, 30, 1087]
cdmo-intro: No.269-E: Applications are invited from credible NGOs/PPs/Trusts for their involvement in various Schemes of RNTCP/NPCB of Sambalpur district. The different schemes which are to be involved are given below.: [588, 1698, 1106, 1723]
tender-bbsr-row-value: [803, 1450, 1106, 1461]
cmk-strip: C M Y K: [1472, 1860, 1482, 1907]
tender-bbsr-cell: Tender Online – BBSR Divn. - 8: [705, 1500, 785, 1523]
ghosha-photo: [240, 1312, 570, 1630]
optcl-notice-label: ବିଜ୍ଞପ୍ତି: [1130, 1524, 1182, 1541]
story2-col6: ପୂଜାରେ ଅନୁଷ୍ଠିତ ହେଉଥିବା ରଥଯାତ୍ରା ଦେଖିବା ପାଇଁ ଦୂରଦୂରାନ୍ତରୁ ଲୋକମାନେ ଆସିଥିଲେ। ମହେନ୍ଦ୍ରଗିରିରେ ପାଷାଣ ଜଗନ୍ନାଥଙ୍କ ଯାତ୍ରା ବେଳେ ସମସ୍ତ କାର୍ଯ୍ୟକ୍ରମ ଶବରମାନଙ୍କ ଦ୍ବାରା ହିଁ ସମ୍ପାଦିତ ହୋଇଥାଏ।: [1122, 750, 1272, 905]
tender-bbsr-cell: 1: [589, 1486, 706, 1500]
story2-headline: ଶବରପଲ୍ଲୀରେ ପୂଜା ପାଇଲେ ପାଷାଣ: [258, 671, 1072, 734]
tender-bbsr: [580, 1246, 1114, 1574]
tender-rkl-num: 4: [1377, 2020, 1441, 2037]
tender-bbsr-row-value: : "B" & "C" Class (of Odisha PWD) or relevant class of other Government authorities.: [803, 1386, 1077, 1407]
flower-photo: [48, 1696, 570, 2146]
cdmo-table: [588, 1728, 1108, 1814]
story2-byline: ପାରଳାଖେମୁଣ୍ଡି,୧୫।୭ (ସ୍ବ.ପ୍ର.): [258, 750, 434, 765]
tender-rkl-num: 2: [1230, 2020, 1312, 2037]
brief-story2-byline: ପାରଳାଖେମୁଣ୍ଡି,୧୫।୭(ସ୍ବ.ପ୍ର.)-: [48, 970, 212, 984]
satire-credit: ଓଡ଼ିଆ ଢଗଢମାଳି ଓ ଲୋକୋକ୍ତି: [1096, 557, 1243, 571]
